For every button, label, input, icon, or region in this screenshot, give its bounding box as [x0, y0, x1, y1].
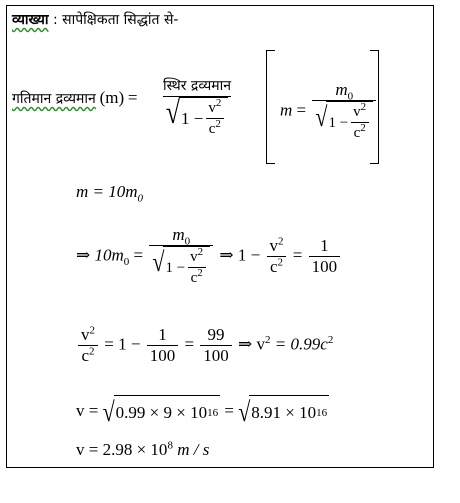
step4: v = √ 0.99 × 9 × 10 16 = √ 8.91 × 10 16 [76, 395, 328, 427]
left-bracket [266, 50, 275, 164]
formula-lhs-symbol: (m) [99, 88, 125, 107]
step1: $m = 10m_0$ [76, 182, 144, 205]
step3: $\frac{v^2}{c^2}$ = 1 − $\frac{1}{100}$ = $\frac{99}{100}$ ⇒ $v^2 = 0.99c^2$ [76, 325, 333, 366]
step2: ⇒ $10m_0$ = $m_0$ √ 1 − $\frac{v^2}{c^2}$ ⇒ 1 − $\frac{v^2}{c^2}$ = $\frac{1}{100}$ [76, 225, 342, 288]
formula-fraction [158, 76, 236, 139]
one-minus: 1 − [180, 108, 204, 128]
heading-text: सापेक्षिकता सिद्धांत से- [62, 12, 179, 28]
step5: $v = 2.98 \times 10^8$ m / s [76, 439, 210, 459]
formula-lhs-label: गतिमान द्रव्यमान [12, 91, 96, 107]
rest-mass-label: स्थिर द्रव्यमान [163, 78, 232, 94]
heading-colon: : [52, 12, 58, 28]
heading-label: व्याख्या [12, 12, 49, 28]
root-expression: √ 1 − $\frac{v^2}{c^2}$ [166, 97, 229, 139]
formula-equals: = [127, 88, 138, 107]
formula-lhs [12, 88, 137, 108]
heading-line [12, 10, 178, 29]
bracket-formula: m = $m_0$ √ 1 − $\frac{v^2}{c^2}$ [280, 80, 378, 143]
